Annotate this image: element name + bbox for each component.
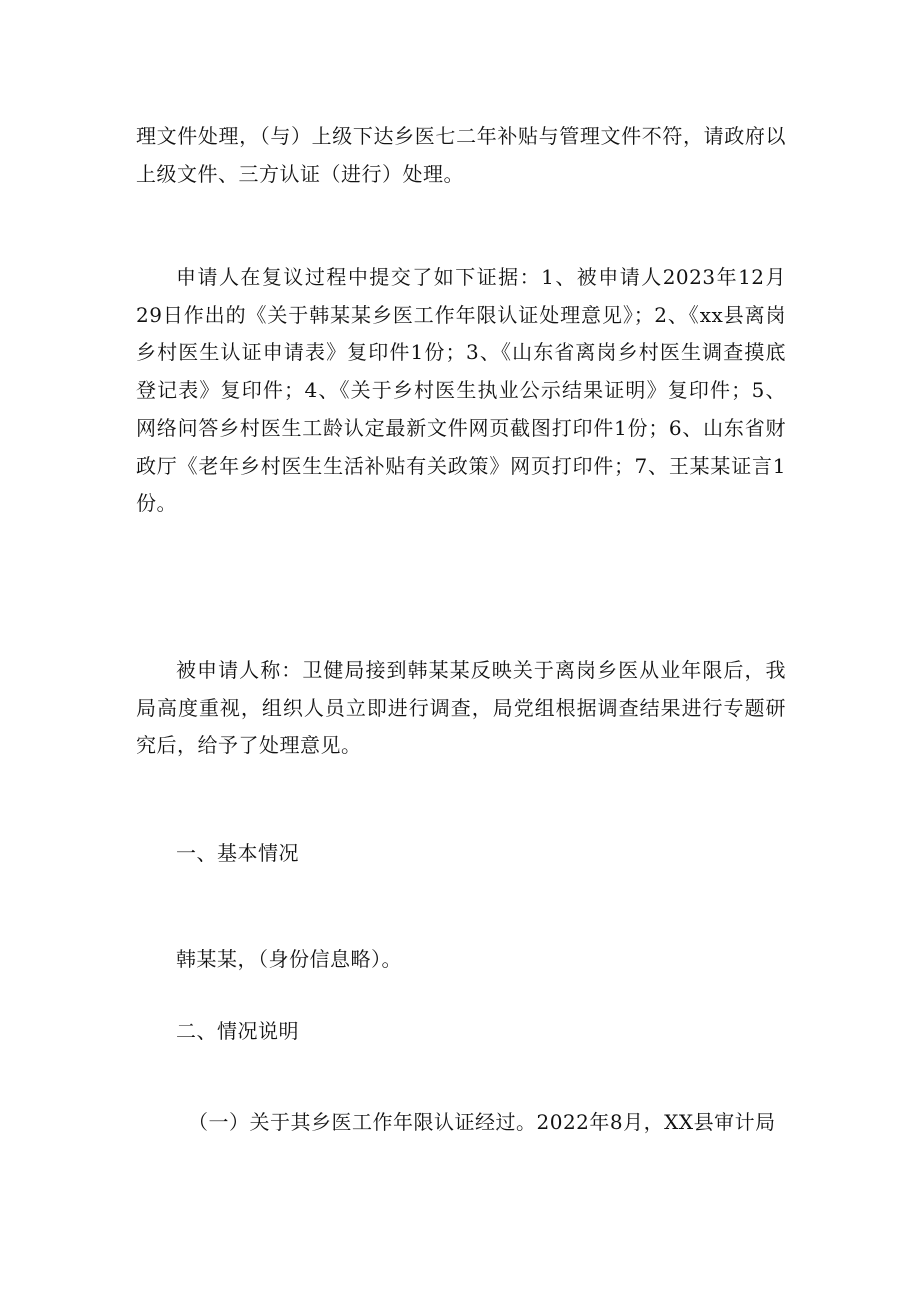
paragraph-continuation: 理文件处理，（与）上级下达乡医七二年补贴与管理文件不符，请政府以上级文件、三方认证（进行）处理。 — [136, 124, 786, 186]
paragraph-person-info: 韩某某，（身份信息略）。 — [176, 947, 402, 971]
paragraph-respondent-statement: 被申请人称：卫健局接到韩某某反映关于离岗乡医从业年限后，我局高度重视，组织人员立即进行调查，局党组根据调查结果进行专题研究后，给予了处理意见。 — [136, 658, 786, 758]
section-heading-basic-info: 一、基本情况 — [176, 841, 299, 865]
paragraph-evidence-list: 申请人在复议过程中提交了如下证据：1、被申请人2023年12月29日作出的《关于韩某某乡医工作年限认证处理意见》；2、《xx县离岗乡村医生认证申请表》复印件1份；3、《山东省离岗乡村医生调查摸底登记表》复印件；4、《关于乡村医生执业公示结果证明》复印件；5、网络问答乡村医生工龄认定最新文件网页截图打印件1份；6、山东省财政厅《老年乡村医生生活补贴有关政策》网页打印件；7、王某某证言1份。 — [136, 265, 786, 516]
paragraph-subsection-one: （一）关于其乡医工作年限认证经过。2022年8月，XX县审计局 — [188, 1110, 776, 1134]
section-heading-situation: 二、情况说明 — [176, 1019, 299, 1043]
